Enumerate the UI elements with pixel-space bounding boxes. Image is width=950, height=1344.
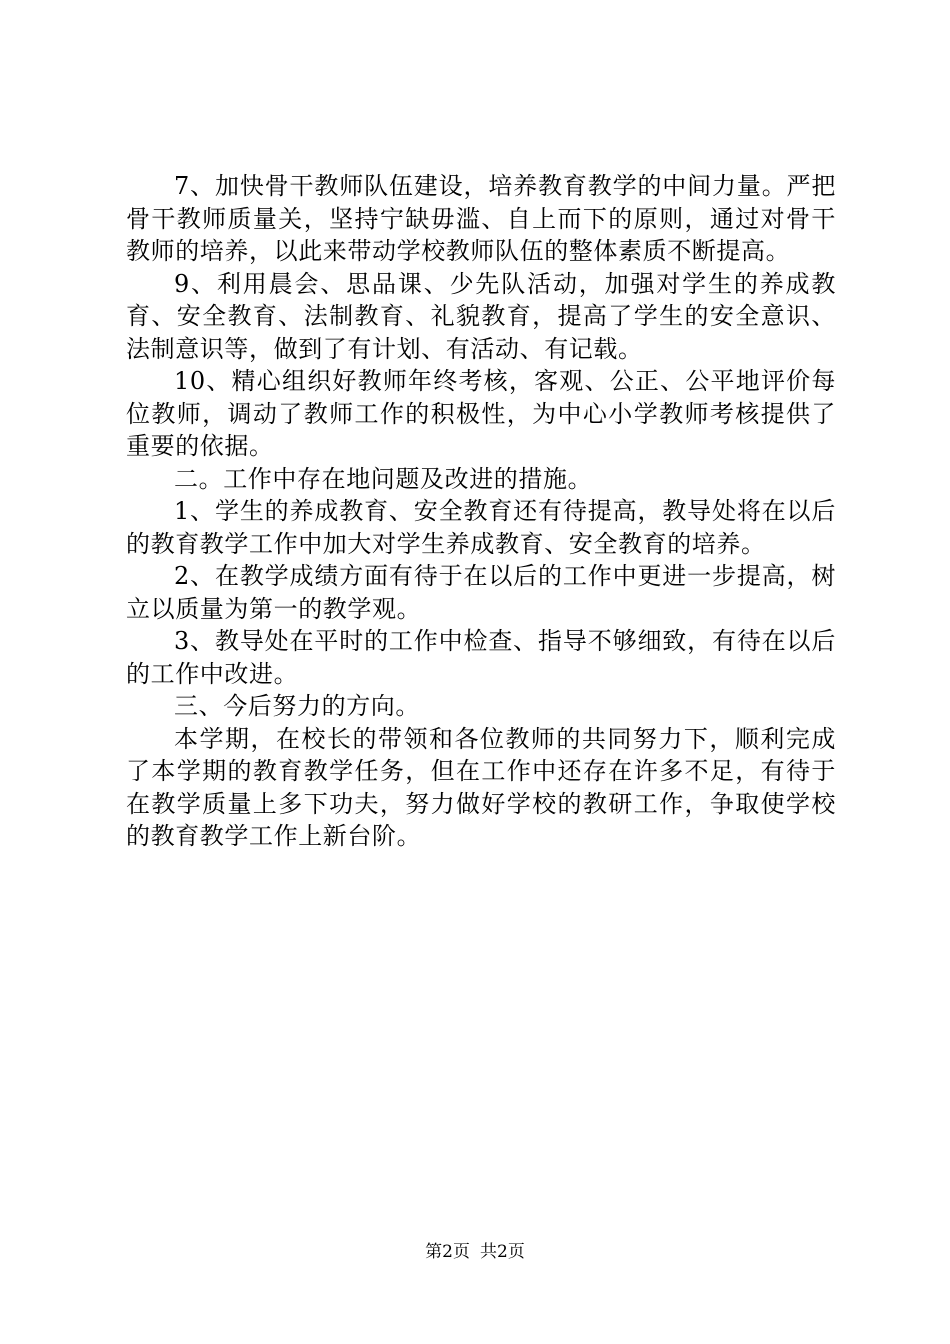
page-number: 第2页	[425, 1242, 470, 1262]
section-heading-problems: 二。工作中存在地问题及改进的措施。	[174, 464, 593, 493]
paragraph-item-9: 9、利用晨会、思品课、少先队活动，加强对学生的养成教育、安全教育、法制教育、礼貌教育，提高了学生的安全意识、法制意识等，做到了有计划、有活动、有记载。	[126, 269, 836, 363]
page-total: 共2页	[480, 1242, 525, 1262]
paragraph-conclusion: 本学期，在校长的带领和各位教师的共同努力下，顺利完成了本学期的教育教学任务，但在工作中还存在许多不足，有待于在教学质量上多下功夫，努力做好学校的教研工作，争取使学校的教育教学工作上新台阶。	[126, 724, 836, 850]
paragraph-problem-1: 1、学生的养成教育、安全教育还有待提高，教导处将在以后的教育教学工作中加大对学生养成教育、安全教育的培养。	[126, 497, 836, 558]
paragraph-item-10: 10、精心组织好教师年终考核，客观、公正、公平地评价每位教师，调动了教师工作的积极性，为中心小学教师考核提供了重要的依据。	[126, 367, 836, 460]
paragraph-item-7: 7、加快骨干教师队伍建设，培养教育教学的中间力量。严把骨干教师质量关，坚持宁缺毋滥、自上而下的原则，通过对骨干教师的培养，以此来带动学校教师队伍的整体素质不断提高。	[126, 172, 836, 265]
paragraph-problem-3: 3、教导处在平时的工作中检查、指导不够细致，有待在以后的工作中改进。	[126, 627, 836, 688]
section-heading-direction: 三、今后努力的方向。	[174, 692, 420, 720]
page-footer	[0, 1240, 950, 1264]
document-body	[126, 170, 836, 853]
paragraph-problem-2: 2、在教学成绩方面有待于在以后的工作中更进一步提高，树立以质量为第一的教学观。	[126, 562, 836, 623]
